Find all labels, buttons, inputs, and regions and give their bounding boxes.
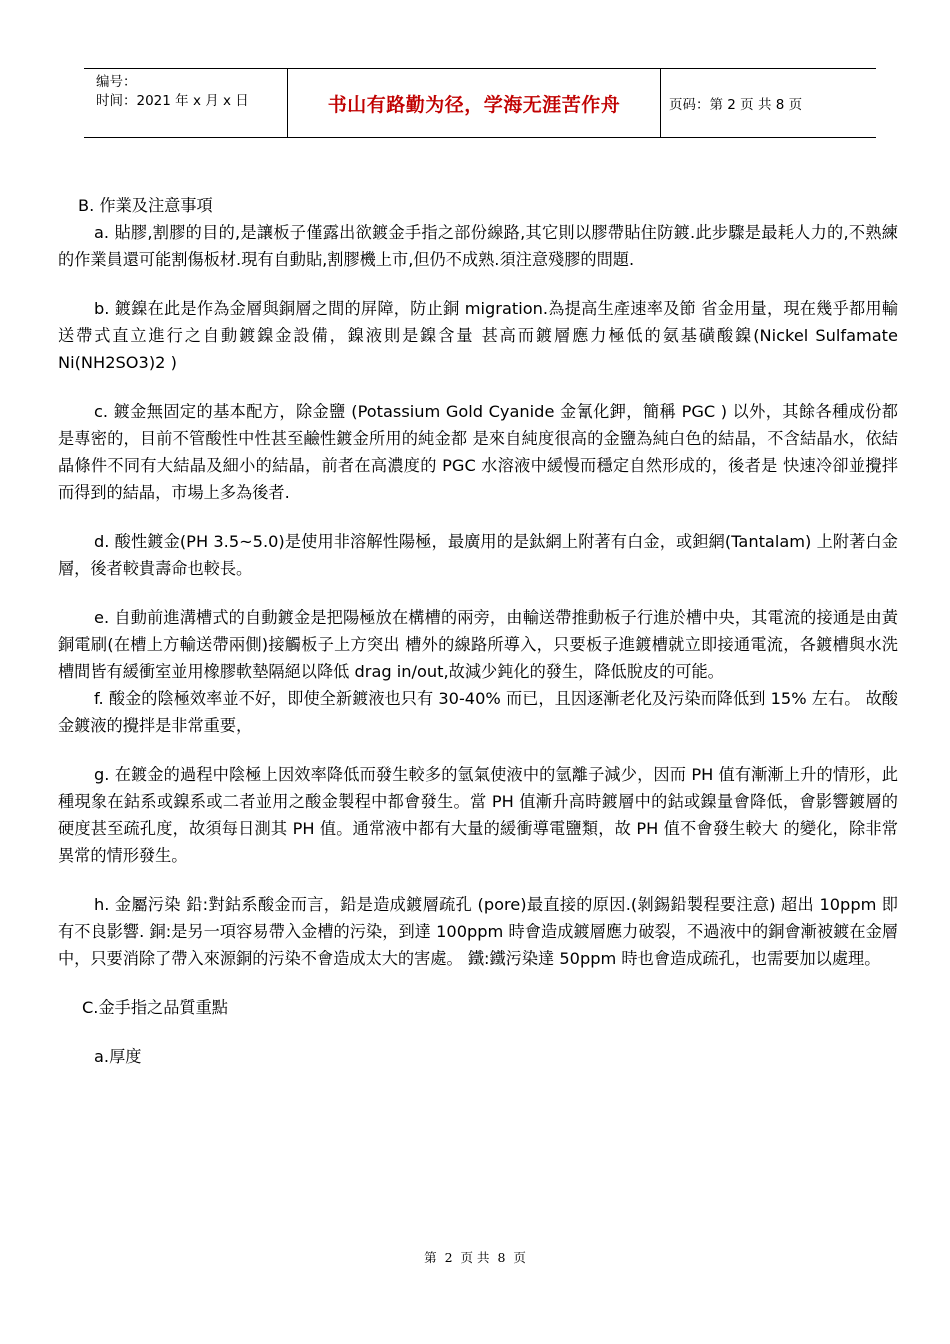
section-b-title: B. 作業及注意事項 — [78, 196, 213, 215]
item-thickness: a.厚度 — [94, 1047, 142, 1066]
paragraph-f: f. 酸金的陰極效率並不好，即使全新鍍液也只有 30-40% 而已，且因逐漸老化及污染而降低到 15% 左右。 故酸金鍍液的攪拌是非常重要， — [58, 689, 898, 735]
footer-mid: 页 共 — [460, 1250, 490, 1265]
paragraph-g: g. 在鍍金的過程中陰極上因效率降低而發生較多的氫氣使液中的氫離子減少，因而 PH 值有漸漸上升的情形，此種現象在鈷系或鎳系或二者並用之酸金製程中都會發生。當 PH 值漸升高時鍍層中的鈷或鎳量會降低，會影響鍍層的硬度甚至疏孔度，故須每日測其 PH 值。通常液中都有大量的緩衝導電鹽類，故 PH 值不會發生較大 的變化，除非常異常的情形發生。 — [58, 765, 898, 865]
footer-total-pages: 8 — [497, 1250, 506, 1265]
footer-prefix: 第 — [424, 1250, 437, 1265]
date-label: 时间：2021 年 x 月 x 日 — [96, 93, 249, 109]
paragraph-d: d. 酸性鍍金(PH 3.5~5.0)是使用非溶解性陽極，最廣用的是鈦網上附著有白金，或鉭網(Tantalam) 上附著白金層，後者較貴壽命也較長。 — [58, 532, 898, 578]
section-c-title: C.金手指之品質重點 — [82, 998, 228, 1017]
paragraph-e: e. 自動前進溝槽式的自動鍍金是把陽極放在構槽的兩旁，由輸送帶推動板子行進於槽中央，其電流的接通是由黃銅電刷(在槽上方輸送帶兩側)接觸板子上方突出 槽外的線路所導入，只要板子進鍍槽就立即接通電流，各鍍槽與水洗槽間皆有緩衝室並用橡膠軟墊隔絕以降低 drag in/out,故減少鈍化的發生，降低脫皮的可能。 — [58, 608, 898, 681]
header-page-label: 页码：第 2 页 共 8 页 — [669, 97, 803, 113]
footer-current-page: 2 — [444, 1250, 453, 1265]
footer-suffix: 页 — [513, 1250, 526, 1265]
document-body — [58, 192, 898, 1070]
document-header — [84, 68, 876, 138]
serial-label: 编号： — [96, 74, 137, 90]
page-footer — [0, 1248, 950, 1266]
header-meta — [84, 69, 287, 137]
header-motto: 书山有路勤为径，学海无涯苦作舟 — [287, 69, 661, 137]
paragraph-h: h. 金屬污染 鉛:對鈷系酸金而言，鉛是造成鍍層疏孔 (pore)最直接的原因.(剝錫鉛製程要注意) 超出 10ppm 即有不良影響. 銅:是另一項容易帶入金槽的污染，到達 100ppm 時會造成鍍層應力破裂，不過液中的銅會漸被鍍在金層中，只要消除了帶入來源銅的污染不會造成太大的害處。 鐵:鐵污染達 50ppm 時也會造成疏孔，也需要加以處理。 — [58, 895, 898, 968]
paragraph-b: b. 鍍鎳在此是作為金層與銅層之間的屏障，防止銅 migration.為提高生產速率及節 省金用量，現在幾乎都用輸送帶式直立進行之自動鍍鎳金設備，鎳液則是鎳含量 甚高而鍍層應力極低的氨基磺酸鎳(Nickel Sulfamate Ni(NH2SO3)2 ) — [58, 299, 898, 372]
paragraph-c: c. 鍍金無固定的基本配方，除金鹽 (Potassium Gold Cyanide 金氰化鉀，簡稱 PGC ) 以外，其餘各種成份都是專密的，目前不管酸性中性甚至鹼性鍍金所用的純金都 是來自純度很高的金鹽為純白色的結晶，不含結晶水，依結晶條件不同有大結晶及細小的結晶，前者在高濃度的 PGC 水溶液中緩慢而穩定自然形成的，後者是 快速冷卻並攪拌而得到的結晶，市場上多為後者. — [58, 402, 898, 502]
paragraph-a: a. 貼膠,割膠的目的,是讓板子僅露出欲鍍金手指之部份線路,其它則以膠帶貼住防鍍.此步驟是最耗人力的,不熟練的作業員還可能割傷板材.現有自動貼,割膠機上市,但仍不成熟.須注意殘膠的問題. — [58, 223, 898, 269]
